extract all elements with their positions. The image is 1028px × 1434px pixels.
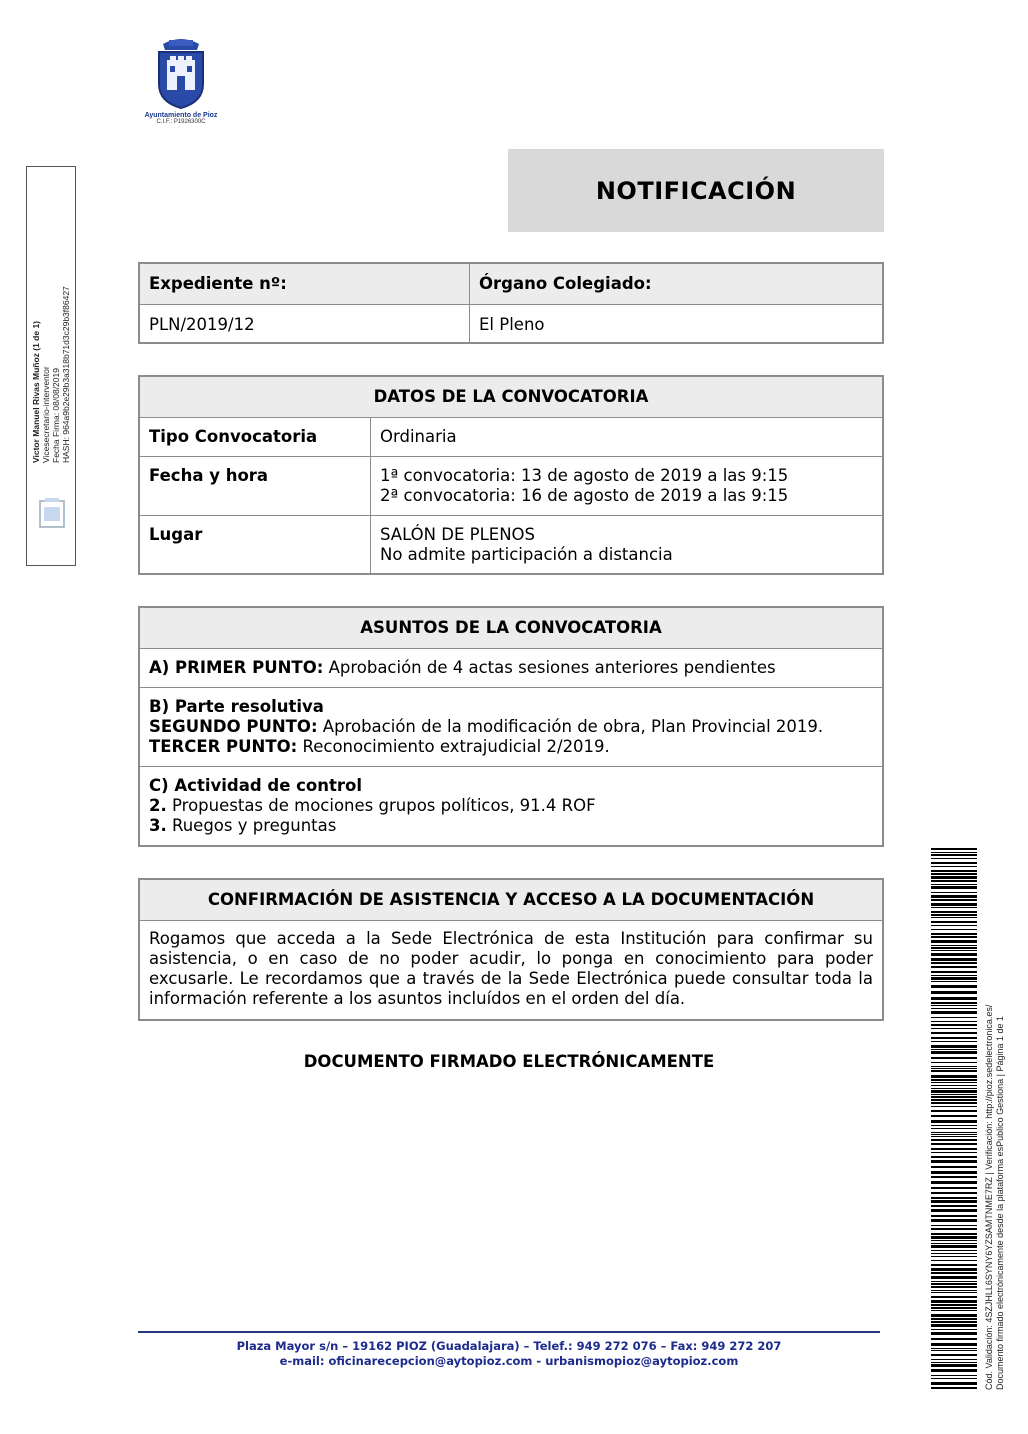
- segundo-punto-text: Aprobación de la modificación de obra, Plan Provincial 2019.: [317, 717, 824, 736]
- confirmacion-table: [138, 878, 884, 1021]
- punto-a-text: Aprobación de 4 actas sesiones anteriores pendientes: [323, 658, 776, 677]
- tipo-label: Tipo Convocatoria: [149, 427, 318, 446]
- fecha-line-2: 2ª convocatoria: 16 de agosto de 2019 a las 9:15: [380, 486, 789, 505]
- expediente-label: Expediente nº:: [149, 274, 287, 293]
- list-item: [140, 766, 882, 845]
- control-item-2-label: 2.: [149, 796, 167, 815]
- fecha-cell: [370, 457, 882, 515]
- lugar-cell: [370, 516, 882, 573]
- footer-address: Plaza Mayor s/n – 19162 PIOZ (Guadalajara) – Telef.: 949 272 076 – Fax: 949 272 207: [236, 1339, 782, 1353]
- signature-strip: [26, 166, 76, 566]
- expediente-table: [138, 262, 884, 344]
- municipal-logo: [136, 38, 226, 133]
- fecha-line-1: 1ª convocatoria: 13 de agosto de 2019 a las 9:15: [380, 466, 789, 485]
- tercer-punto-label: TERCER PUNTO:: [149, 737, 298, 756]
- signer-name: Victor Manuel Rivas Muñoz (1 de 1): [31, 320, 41, 463]
- coat-of-arms-icon: [153, 38, 209, 110]
- verification-line-2: Documento firmado electrónicamente desde la plataforma esPublico Gestiona | Página 1 de 1: [994, 1015, 1005, 1390]
- confirmacion-text: Rogamos que acceda a la Sede Electrónica de esta Institución para confirmar su asistencia, o en caso de no poder acudir, lo ponga en conocimiento para poder excusarle. Le recordamos que a través de la Sede Electrónica puede consultar toda la información referente a los asuntos incluídos en el orden del día.: [149, 929, 873, 1008]
- asuntos-table: [138, 606, 884, 847]
- footer: [138, 1339, 880, 1369]
- tercer-punto-text: Reconocimiento extrajudicial 2/2019.: [297, 737, 610, 756]
- signer-role: Vicesecretario-interventor: [41, 366, 51, 463]
- footer-email: e-mail: oficinarecepcion@aytopioz.com - urbanismopioz@aytopioz.com: [279, 1354, 739, 1368]
- segundo-punto-label: SEGUNDO PUNTO:: [149, 717, 318, 736]
- signature-text: [31, 173, 71, 463]
- lugar-line-1: SALÓN DE PLENOS: [380, 524, 535, 544]
- parte-resolutiva-title: B) Parte resolutiva: [149, 697, 324, 716]
- tipo-value: Ordinaria: [380, 427, 457, 446]
- table-row: [140, 417, 882, 456]
- asuntos-heading: ASUNTOS DE LA CONVOCATORIA: [140, 608, 882, 648]
- logo-cif: C.I.F.: P1926300C: [156, 119, 206, 125]
- table-row: [140, 920, 882, 1009]
- table-row: [140, 264, 882, 304]
- punto-a-label: A) PRIMER PUNTO:: [149, 658, 324, 677]
- expediente-value: PLN/2019/12: [149, 314, 255, 334]
- verification-line-1: Cód. Validación: 4SZJHLL6SYNY6YZSAMTNME7RZ | Verificación: http://pioz.sedelectronica.es/: [984, 1004, 994, 1390]
- list-item: [140, 648, 882, 687]
- table-row: [140, 304, 882, 344]
- list-item: [140, 687, 882, 766]
- table-row: [140, 456, 882, 515]
- datos-heading: DATOS DE LA CONVOCATORIA: [140, 377, 882, 417]
- lugar-line-2: No admite participación a distancia: [380, 544, 673, 564]
- seal-stamp-icon: [37, 497, 67, 531]
- logo-name: Ayuntamiento de Pioz: [144, 112, 218, 119]
- confirmacion-heading: CONFIRMACIÓN DE ASISTENCIA Y ACCESO A LA DOCUMENTACIÓN: [140, 880, 882, 920]
- tipo-cell: [370, 418, 882, 456]
- signature-hash: HASH: 964a9b2e29b3a318b71d3c29b3f86427: [61, 286, 71, 463]
- datos-table: [138, 375, 884, 575]
- signature-date: Fecha Firma: 08/08/2019: [51, 368, 61, 463]
- table-row: [140, 515, 882, 573]
- fecha-label: Fecha y hora: [149, 466, 269, 485]
- page-title: NOTIFICACIÓN: [508, 149, 884, 232]
- organo-label: Órgano Colegiado:: [469, 264, 882, 304]
- control-item-2-text: Propuestas de mociones grupos políticos, 91.4 ROF: [166, 796, 596, 815]
- organo-value: El Pleno: [469, 305, 882, 344]
- control-item-3-text: Ruegos y preguntas: [166, 816, 337, 835]
- lugar-label: Lugar: [149, 525, 203, 544]
- control-item-3-label: 3.: [149, 816, 167, 835]
- actividad-control-title: C) Actividad de control: [149, 776, 363, 795]
- signed-note: DOCUMENTO FIRMADO ELECTRÓNICAMENTE: [303, 1052, 715, 1071]
- verification-text: [984, 830, 1005, 1390]
- barcode-icon: [931, 848, 977, 1390]
- footer-divider: [138, 1331, 880, 1333]
